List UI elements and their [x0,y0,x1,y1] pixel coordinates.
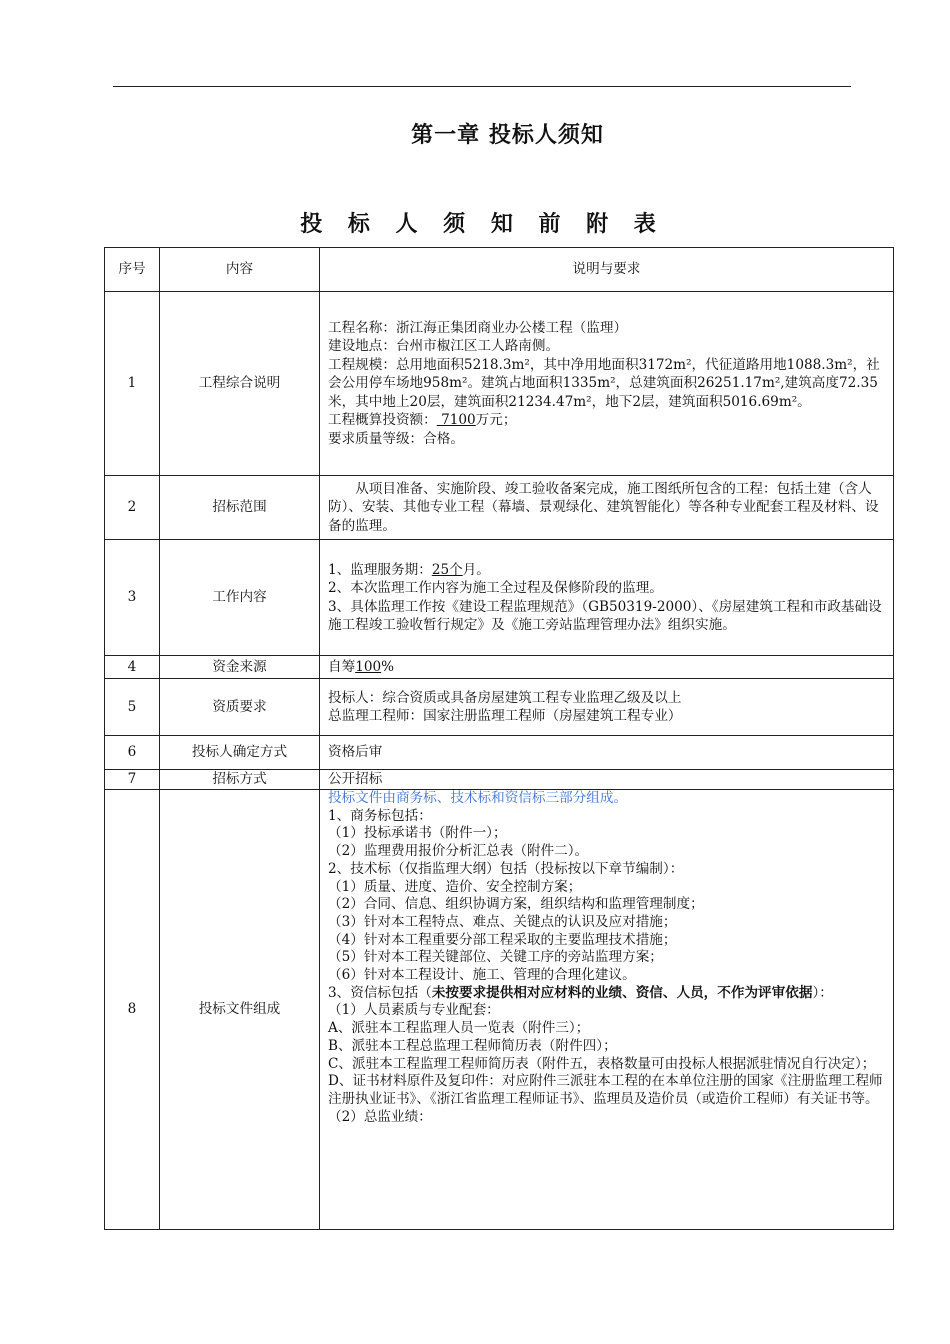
table-row [105,790,894,1230]
row-item: 投标人确定方式 [160,736,320,770]
table-row [105,540,894,656]
list-item: A、派驻本工程监理人员一览表（附件三）； [328,1020,590,1037]
header-rule [113,86,851,87]
table-header-row [105,248,894,292]
header-no: 序号 [105,248,160,292]
list-item: （2）监理费用报价分析汇总表（附件二）。 [328,843,589,860]
service-period: 1、监理服务期：25个月。 [328,561,490,578]
list-item: （2）合同、信息、组织协调方案，组织结构和监理管理制度； [328,896,704,913]
project-investment: 工程概算投资额： 7100万元； [328,412,517,429]
list-item: （2）总监业绩： [328,1108,432,1125]
credit-section: 3、资信标包括（未按要求提供相对应材料的业绩、资信、人员，不作为评审依据）： [328,984,833,1001]
table-row [105,656,894,679]
funding-source: 自筹100% [320,656,894,679]
row-item: 工作内容 [160,540,320,656]
row-no: 7 [105,770,160,790]
row-item: 工程综合说明 [160,292,320,476]
table-title: 投 标 人 须 知 前 附 表 [300,212,665,237]
project-name: 工程名称：浙江海正集团商业办公楼工程（监理） [328,319,628,336]
project-quality: 要求质量等级：合格。 [328,430,464,447]
bid-scope: 从项目准备、实施阶段、竣工验收备案完成，施工图纸所包含的工程：包括土建（含人防）、安装、其他专业工程（幕墙、景观绿化、建筑智能化）等各种专业配套工程及材料、设备的监理。 [328,480,879,534]
table-row [105,679,894,736]
row-no: 3 [105,540,160,656]
row-item: 资质要求 [160,679,320,736]
list-item: （3）针对本工程特点、难点、关键点的认识及应对措施； [328,913,677,930]
bidder-qualification: 投标人：综合资质或具备房屋建筑工程专业监理乙级及以上 [328,689,682,706]
list-item: （1）投标承诺书（附件一）； [328,825,507,842]
row-detail [320,476,894,540]
row-no: 4 [105,656,160,679]
row-item: 资金来源 [160,656,320,679]
list-item: （1）质量、进度、造价、安全控制方案； [328,878,582,895]
list-item: （1）人员素质与专业配套： [328,1002,500,1019]
work-scope: 2、本次监理工作内容为施工全过程及保修阶段的监理。 [328,580,663,596]
list-item: （6）针对本工程设计、施工、管理的合理化建议。 [328,967,636,984]
row-no: 8 [105,790,160,1230]
row-item: 招标方式 [160,770,320,790]
table-row [105,292,894,476]
table-row [105,476,894,540]
table-row [105,770,894,790]
project-location: 建设地点：台州市椒江区工人路南侧。 [328,338,560,355]
list-item: 2、技术标（仅指监理大纲）包括（投标按以下章节编制）： [328,860,684,877]
row-no: 2 [105,476,160,540]
row-detail [320,679,894,736]
row-detail: 公开招标 [320,770,894,790]
list-item: D、证书材料原件及复印件：对应附件三派驻本工程的在本单位注册的国家《注册监理工程师注册执业证书》、《浙江省监理工程师证书》、监理员及造价员（或造价工程师）有关证书等。 [328,1073,883,1107]
row-no: 5 [105,679,160,736]
row-no: 6 [105,736,160,770]
chapter-title: 第一章 投标人须知 [411,123,604,148]
row-detail: 资格后审 [320,736,894,770]
chief-engineer-qualification: 总监理工程师：国家注册监理工程师（房屋建筑工程专业） [328,708,682,724]
list-item: B、派驻本工程总监理工程师简历表（附件四）； [328,1037,617,1054]
row-detail [320,790,894,1230]
list-item: 1、商务标包括： [328,807,432,824]
row-item: 投标文件组成 [160,790,320,1230]
bid-docs-intro: 投标文件由商务标、技术标和资信标三部分组成。 [328,790,628,806]
header-content: 内容 [160,248,320,292]
project-scale: 工程规模：总用地面积5218.3m²，其中净用地面积3172m²，代征道路用地1088.3m²，社会公用停车场地958m²。建筑占地面积1335m²，总建筑面积26251.17m²,建筑高度72.35米，其中地上20层，建筑面积21234.47m²，地下2层，建筑面积5016.69m²。 [328,356,880,410]
work-standards: 3、具体监理工作按《建设工程监理规范》（GB50319-2000）、《房屋建筑工程和市政基础设施工程竣工验收暂行规定》及《施工旁站监理管理办法》组织实施。 [328,598,882,633]
row-no: 1 [105,292,160,476]
row-item: 招标范围 [160,476,320,540]
row-detail [320,292,894,476]
row-detail [320,540,894,656]
list-item: （4）针对本工程重要分部工程采取的主要监理技术措施； [328,931,677,948]
list-item: C、派驻本工程监理工程师简历表（附件五，表格数量可由投标人根据派驻情况自行决定）； [328,1055,876,1072]
list-item: （5）针对本工程关键部位、关键工序的旁站监理方案； [328,949,663,966]
bidder-notice-table [104,247,894,1230]
table-row [105,736,894,770]
header-requirements: 说明与要求 [320,248,894,292]
